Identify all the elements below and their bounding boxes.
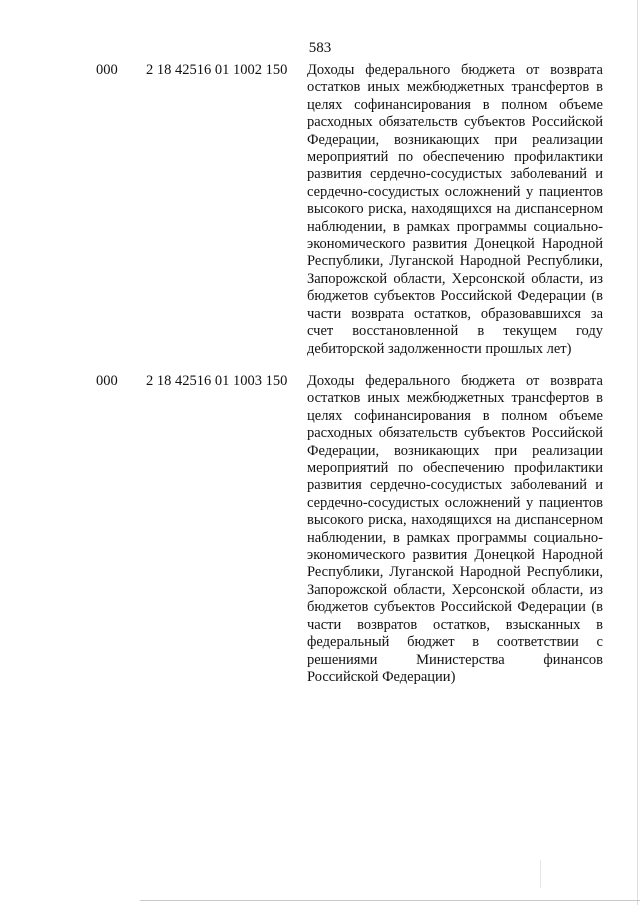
- scan-edge-line: [637, 0, 638, 905]
- budget-classification-code: 2 18 42516 01 1002 150: [146, 62, 288, 78]
- income-description: Доходы федерального бюджета от возврата остатков иных межбюджетных трансфертов в целях софинансирования в полном объеме расходных обязательств субъектов Российской Федерации, возникающих при реализации мероприятий по обеспечению профилактики развития сердечно-сосудистых заболеваний и сердечно-сосудистых осложнений у пациентов высокого риска, находящихся на диспансерном наблюдении, в рамках программы социально-экономического развития Донецкой Народной Республики, Луганской Народной Республики, Запорожской области, Херсонской области, из бюджетов субъектов Российской Федерации (в части возврата остатков, образовавшихся за счет восстановленной в текущем году дебиторской задолженности прошлых лет): [307, 62, 603, 357]
- budget-classification-code: 2 18 42516 01 1003 150: [146, 373, 288, 389]
- admin-code: 000: [96, 62, 118, 78]
- bottom-edge-line: [140, 900, 640, 901]
- page-number: 583: [308, 40, 332, 56]
- admin-code: 000: [96, 373, 118, 389]
- income-description: Доходы федерального бюджета от возврата остатков иных межбюджетных трансфертов в целях софинансирования в полном объеме расходных обязательств субъектов Российской Федерации, возникающих при реализации мероприятий по обеспечению профилактики развития сердечно-сосудистых заболеваний и сердечно-сосудистых осложнений у пациентов высокого риска, находящихся на диспансерном наблюдении, в рамках программы социально-экономического развития Донецкой Народной Республики, Луганской Народной Республики, Запорожской области, Херсонской области, из бюджетов субъектов Российской Федерации (в части возвратов остатков, взысканных в федеральный бюджет в соответствии с решениями Министерства финансов Российской Федерации): [307, 373, 603, 685]
- scan-artifact: [540, 860, 541, 888]
